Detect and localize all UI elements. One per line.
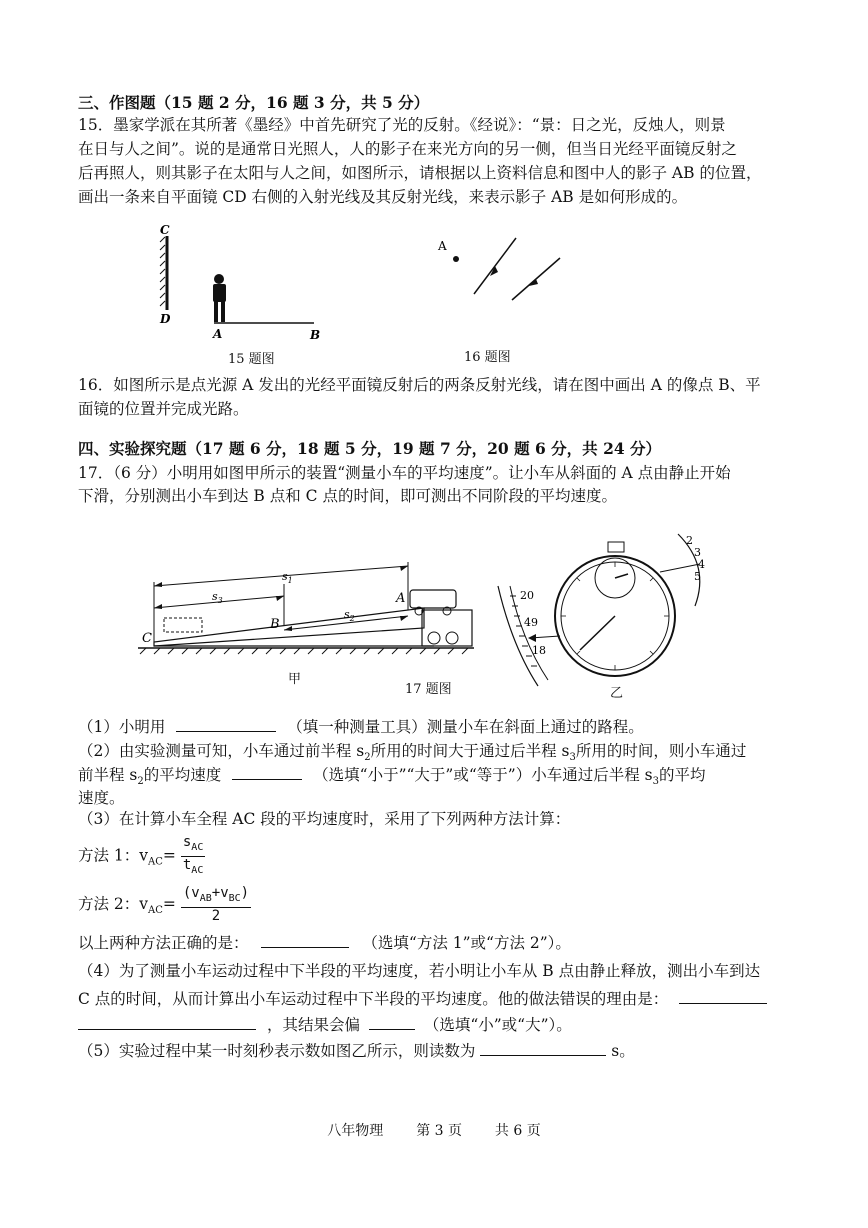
q17-part3-answer: 以上两种方法正确的是： （选填“方法 1”或“方法 2”）。 <box>78 934 571 952</box>
method-2: 方法 2：$v_{AC}=$ $\frac{(v_{AB}+v_{BC})}{2}$ <box>78 885 250 924</box>
q17-part4-line2: C 点的时间，从而计算出小车运动过程中下半段的平均速度。他的做法错误的理由是： <box>78 988 767 1010</box>
label-a: A <box>396 591 406 606</box>
page-footer <box>0 1120 868 1140</box>
label-b: B <box>270 617 280 632</box>
q16-line2: 面镜的位置并完成光路。 <box>78 400 249 418</box>
figure-17-stopwatch <box>490 526 720 696</box>
method-1-fraction: $\frac{s_{AC}}{t_{AC}}$ <box>182 834 204 876</box>
fig15-caption: 15 题图 <box>228 352 275 367</box>
q17-part4-line1: （4）为了测量小车运动过程中下半段的平均速度，若小明让小车从 B 点由静止释放，测出小车到达 <box>78 962 761 980</box>
scale-49: 49 <box>524 616 538 629</box>
q17-part3: （3）在计算小车全程 AC 段的平均速度时，采用了下列两种方法计算： <box>78 810 571 828</box>
dial-5: 5 <box>694 570 701 583</box>
s2-label: $s_2$ <box>344 608 355 623</box>
q17-part4-line3: ，其结果会偏 （选填“小”或“大”）。 <box>78 1014 572 1036</box>
method-2-fraction: $\frac{(v_{AB}+v_{BC})}{2}$ <box>182 885 250 924</box>
figure-15 <box>150 222 340 342</box>
answer-blank-2[interactable] <box>232 764 302 780</box>
section4-heading: 四、实验探究题（17 题 6 分，18 题 5 分，19 题 7 分，20 题 6 分，共 24 分） <box>78 439 662 458</box>
dial-2: 2 <box>686 534 693 547</box>
method-1: 方法 1：$v_{AC}=$ $\frac{s_{AC}}{t_{AC}}$ <box>78 834 205 882</box>
footer-subject: 八年物理 <box>327 1123 384 1139</box>
label-d: D <box>160 312 171 326</box>
q17-part2-line3: 速度。 <box>78 789 125 807</box>
section3-heading: 三、作图题（15 题 2 分，16 题 3 分，共 5 分） <box>78 93 430 112</box>
figure-17-incline <box>134 556 484 666</box>
label-a: A <box>438 239 447 253</box>
label-a: A <box>213 327 223 341</box>
q17-line1: 17．（6 分）小明用如图甲所示的装置“测量小车的平均速度”。让小车从斜面的 A 点由静止开始 <box>78 464 731 482</box>
dial-3: 3 <box>694 546 701 559</box>
label-c: C <box>160 223 170 237</box>
q15-line1: 15．墨家学派在其所著《墨经》中首先研究了光的反射。《经说》：“景：日之光，反烛人，则景 <box>78 116 726 134</box>
answer-blank-4b[interactable] <box>78 1014 256 1030</box>
q17-line2: 下滑，分别测出小车到达 B 点和 C 点的时间，即可测出不同阶段的平均速度。 <box>78 487 617 505</box>
answer-blank-3[interactable] <box>261 932 349 948</box>
label-c: C <box>142 631 152 646</box>
s1-label: $s_1$ <box>282 570 293 585</box>
answer-blank-1[interactable] <box>176 716 276 732</box>
fig16-caption: 16 题图 <box>464 350 511 365</box>
q17-part2-line2: 前半程 $s_2$的平均速度 （选填“小于”“大于”或“等于”）小车通过后半程 $s_3$的平均 <box>78 766 706 788</box>
figure-16 <box>432 228 562 308</box>
q17-part2-line1: （2）由实验测量可知，小车通过前半程 $s_2$所用的时间大于通过后半程 $s_3$所用的时间，则小车通过 <box>78 742 747 764</box>
footer-total: 共 6 页 <box>494 1123 541 1139</box>
s3-label: $s_3$ <box>212 590 223 605</box>
scale-20: 20 <box>520 589 534 602</box>
q15-line2: 在日与人之间”。说的是通常日光照人，人的影子在来光方向的另一侧，但当日光经平面镜反射之 <box>78 140 737 158</box>
scale-18: 18 <box>532 644 546 657</box>
q15-line4: 画出一条来自平面镜 CD 右侧的入射光线及其反射光线，来表示影子 AB 是如何形成的。 <box>78 188 688 206</box>
answer-blank-4a[interactable] <box>679 988 767 1004</box>
q17-part5: （5）实验过程中某一时刻秒表示数如图乙所示，则读数为 s。 <box>78 1042 635 1060</box>
q17-part1: （1）小明用 （填一种测量工具）测量小车在斜面上通过的路程。 <box>78 718 644 736</box>
fig17-jia-caption: 甲 <box>288 672 302 687</box>
q15-line3: 后再照人，则其影子在太阳与人之间，如图所示，请根据以上资料信息和图中人的影子 AB 的位置， <box>78 164 762 182</box>
dial-4: 4 <box>698 558 705 571</box>
fig17-caption: 17 题图 <box>405 682 452 697</box>
label-b: B <box>310 328 321 342</box>
answer-blank-4c[interactable] <box>369 1014 415 1030</box>
fig17-yi-caption: 乙 <box>610 686 624 701</box>
footer-page: 第 3 页 <box>416 1123 462 1139</box>
answer-blank-5[interactable] <box>480 1040 606 1056</box>
q16-line1: 16．如图所示是点光源 A 发出的光经平面镜反射后的两条反射光线，请在图中画出 A 的像点 B、平 <box>78 376 761 394</box>
